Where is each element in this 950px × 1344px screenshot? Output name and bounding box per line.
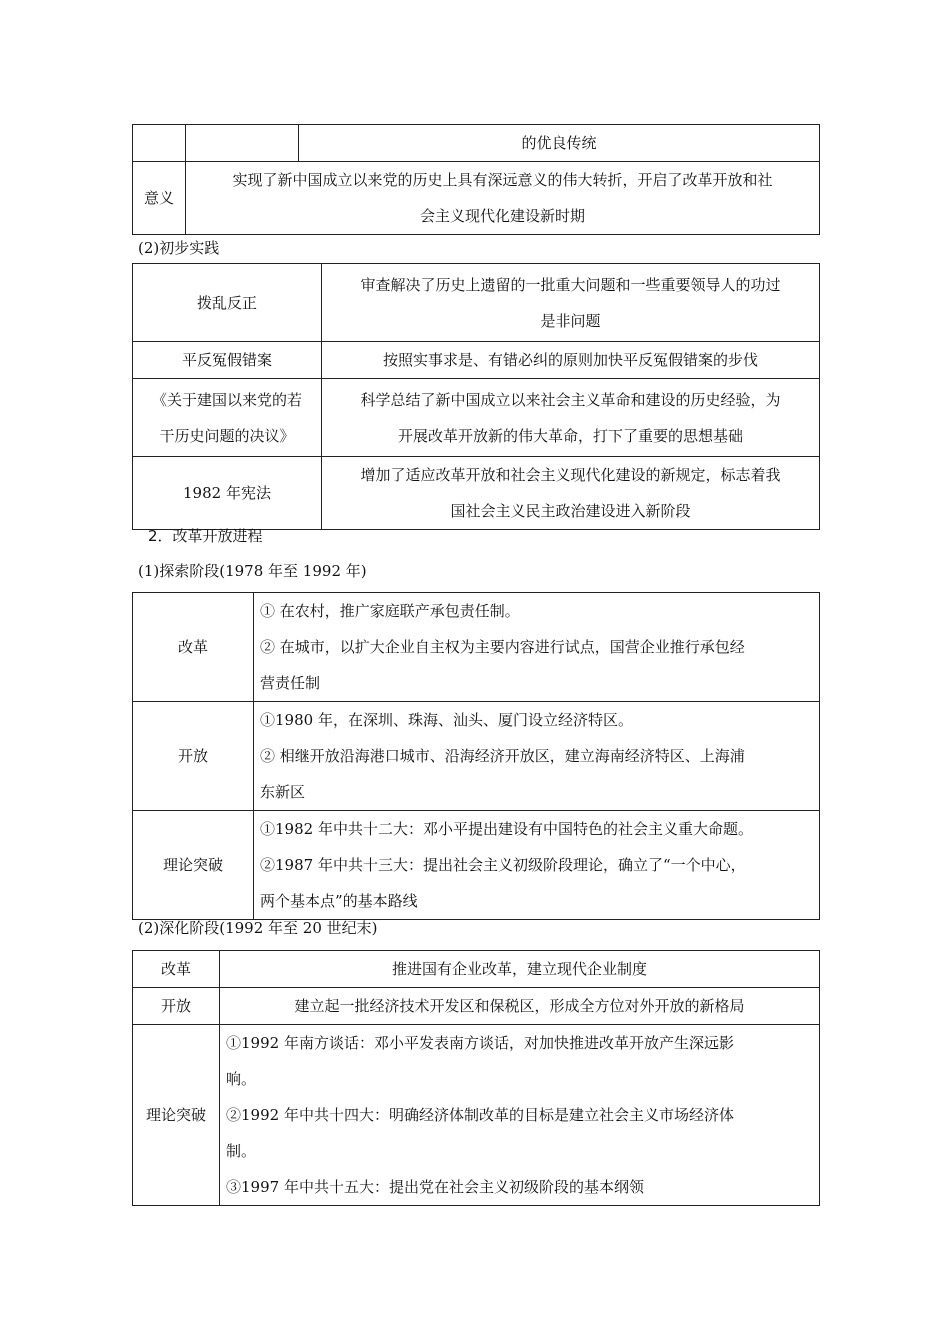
cell-line: 《关于建国以来党的若 — [151, 390, 302, 409]
cell-line: ②1987 年中共十三大：提出社会主义初级阶段理论，确立了“一个中心， — [260, 856, 746, 874]
table-cell — [254, 702, 820, 811]
row-label-opening: 开放 — [133, 702, 254, 811]
cell-line: ①1982 年中共十二大：邓小平提出建设有中国特色的社会主义重大命题。 — [260, 820, 753, 838]
section-heading-deepening: (2)深化阶段(1992 年至 20 世纪末) — [138, 919, 378, 937]
cell-line: 实现了新中国成立以来党的历史上具有深远意义的伟大转折，开启了改革开放和社 — [232, 171, 773, 189]
table-cell: 推进国有企业改革，建立现代企业制度 — [220, 951, 820, 988]
table-cell — [322, 264, 820, 342]
cell-line: 国社会主义民主政治建设进入新阶段 — [450, 502, 691, 520]
cell-line: ③1997 年中共十五大：提出党在社会主义初级阶段的基本纲领 — [226, 1178, 644, 1196]
cell-line: ① 在农村，推广家庭联产承包责任制。 — [260, 602, 520, 620]
table-row — [133, 1025, 820, 1206]
table-cell: 的优良传统 — [299, 125, 820, 162]
section-heading-exploration: (1)探索阶段(1978 年至 1992 年) — [138, 562, 367, 580]
section-title-reform-process: 2．改革开放进程 — [148, 527, 263, 545]
row-label-reform: 改革 — [133, 593, 254, 702]
table-cell — [220, 1025, 820, 1206]
cell-line: 两个基本点”的基本路线 — [260, 892, 418, 910]
table-row — [133, 811, 820, 920]
cell-line: ② 相继开放沿海港口城市、沿海经济开放区，建立海南经济特区、上海浦 — [260, 747, 745, 765]
table-initial-practice — [132, 263, 820, 530]
table-row — [133, 342, 820, 379]
cell-line: 制。 — [226, 1142, 257, 1160]
cell-line: 开展改革开放新的伟大革命，打下了重要的思想基础 — [397, 426, 743, 445]
table-row — [133, 264, 820, 342]
row-label-opening: 开放 — [133, 988, 220, 1025]
cell-line: 响。 — [226, 1070, 257, 1088]
table-cell: 建立起一批经济技术开发区和保税区，形成全方位对外开放的新格局 — [220, 988, 820, 1025]
table-cell — [254, 811, 820, 920]
table-row — [133, 951, 820, 988]
row-label-reform: 改革 — [133, 951, 220, 988]
row-label — [133, 379, 322, 457]
cell-line: ② 在城市，以扩大企业自主权为主要内容进行试点，国营企业推行承包经 — [260, 638, 745, 656]
table-cell-empty — [133, 125, 186, 162]
cell-line: 增加了适应改革开放和社会主义现代化建设的新规定，标志着我 — [360, 466, 781, 484]
cell-line: 审查解决了历史上遗留的一批重大问题和一些重要领导人的功过 — [360, 275, 781, 294]
table-cell-empty — [186, 125, 299, 162]
table-cell — [322, 379, 820, 457]
table-significance — [132, 124, 820, 235]
cell-line: 科学总结了新中国成立以来社会主义革命和建设的历史经验，为 — [360, 390, 781, 409]
section-heading-initial-practice: (2)初步实践 — [138, 239, 220, 257]
row-label-significance: 意义 — [133, 162, 186, 235]
cell-line: ①1992 年南方谈话：邓小平发表南方谈话，对加快推进改革开放产生深远影 — [226, 1034, 734, 1052]
table-row — [133, 457, 820, 530]
table-row — [133, 702, 820, 811]
table-row — [133, 593, 820, 702]
cell-line: 会主义现代化建设新时期 — [419, 207, 585, 225]
cell-line: 是非问题 — [540, 311, 601, 330]
row-label: 拨乱反正 — [133, 264, 322, 342]
table-row — [133, 125, 820, 162]
table-cell — [186, 162, 820, 235]
cell-line: 东新区 — [260, 783, 306, 801]
row-label-theory: 理论突破 — [133, 1025, 220, 1206]
cell-line: ②1992 年中共十四大：明确经济体制改革的目标是建立社会主义市场经济体 — [226, 1106, 734, 1124]
cell-line: 营责任制 — [260, 674, 321, 692]
table-deepening-stage — [132, 950, 820, 1206]
table-cell: 按照实事求是、有错必纠的原则加快平反冤假错案的步伐 — [322, 342, 820, 379]
table-row — [133, 379, 820, 457]
table-row — [133, 988, 820, 1025]
cell-line: 干历史问题的决议》 — [159, 426, 295, 445]
cell-line: ①1980 年，在深圳、珠海、汕头、厦门设立经济特区。 — [260, 711, 633, 729]
row-label: 1982 年宪法 — [133, 457, 322, 530]
table-row — [133, 162, 820, 235]
row-label: 平反冤假错案 — [133, 342, 322, 379]
table-cell — [254, 593, 820, 702]
row-label-theory: 理论突破 — [133, 811, 254, 920]
table-cell — [322, 457, 820, 530]
table-exploration-stage — [132, 592, 820, 920]
